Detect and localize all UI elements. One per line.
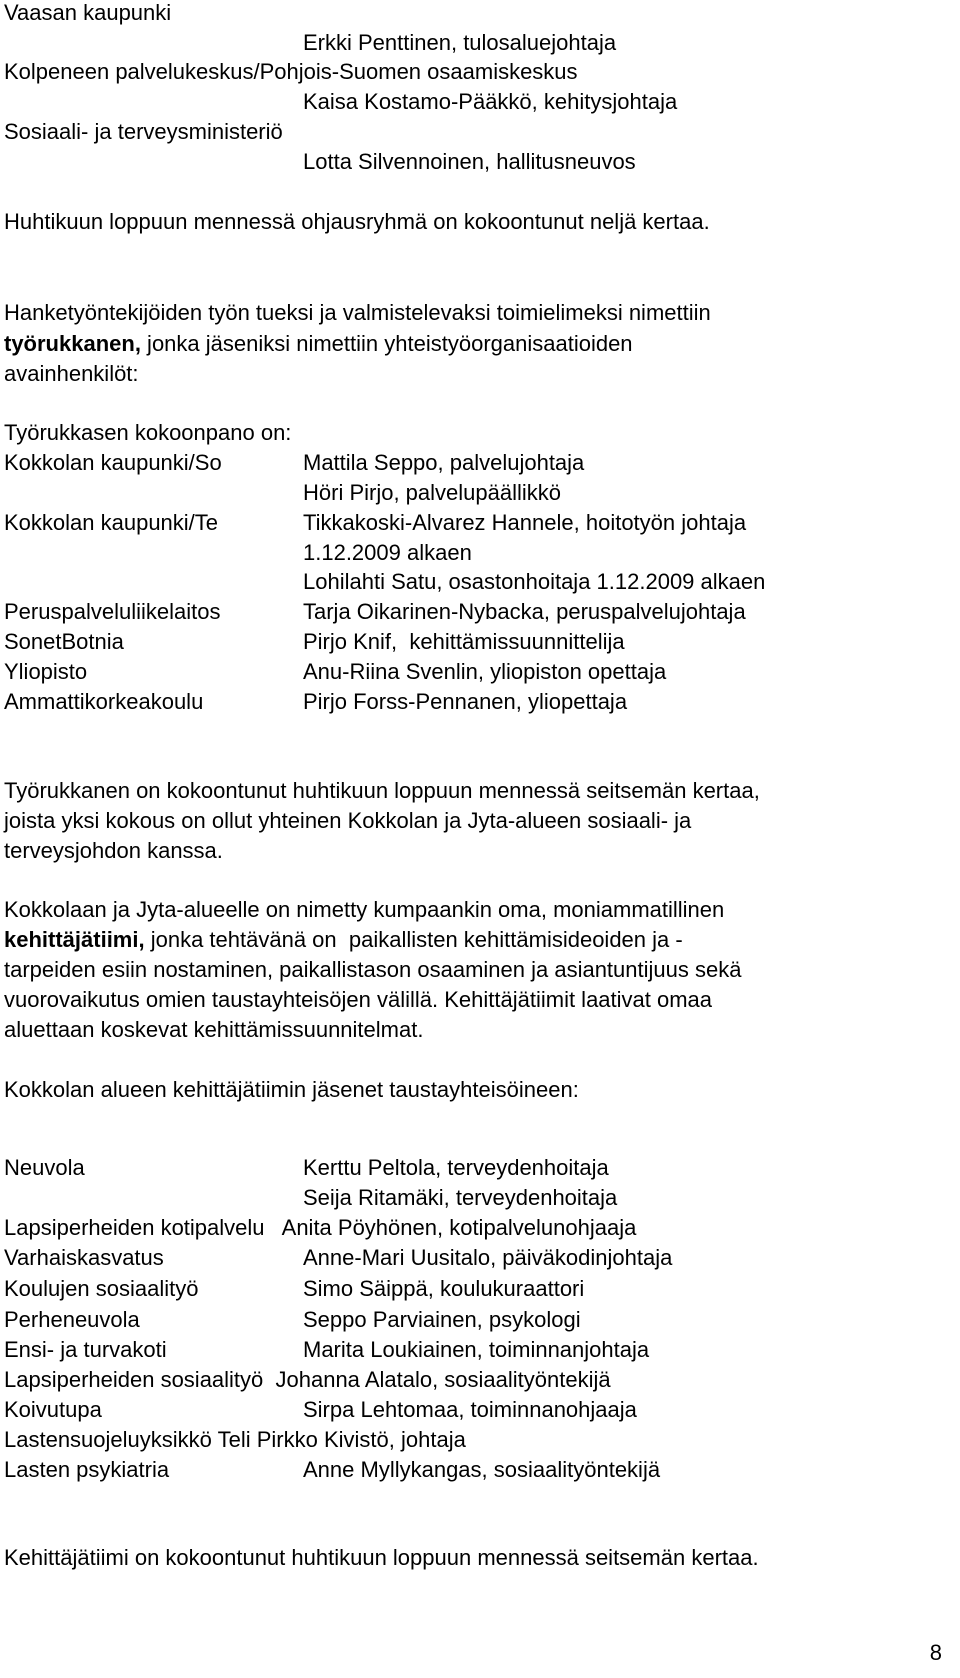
- org-name: Yliopisto: [4, 659, 88, 684]
- header-line: Vaasan kaupunki: [4, 0, 172, 25]
- workgroup-heading: Työrukkasen kokoonpano on:: [4, 420, 292, 445]
- paragraph-team-met: Kehittäjätiimi on kokoontunut huhtikuun loppuun mennessä seitsemän kertaa.: [4, 1545, 759, 1570]
- member-name: Tarja Oikarinen-Nybacka, peruspalvelujohtaja: [303, 599, 746, 624]
- org-name: Koulujen sosiaalityö: [4, 1276, 199, 1301]
- member-name: Mattila Seppo, palvelujohtaja: [303, 450, 585, 475]
- bold-term: työrukkanen,: [4, 331, 141, 356]
- member-name: Marita Loukiainen, toiminnanjohtaja: [303, 1337, 650, 1362]
- org-name: Kokkolan kaupunki/Te: [4, 510, 219, 535]
- paragraph-line: tarpeiden esiin nostaminen, paikallistason osaaminen ja asiantuntijuus sekä: [4, 957, 742, 982]
- paragraph-line: joista yksi kokous on ollut yhteinen Kokkolan ja Jyta-alueen sosiaali- ja: [4, 808, 692, 833]
- paragraph-line: Kokkolaan ja Jyta-alueelle on nimetty kumpaankin oma, moniammatillinen: [4, 897, 725, 922]
- member-name: Seija Ritamäki, terveydenhoitaja: [303, 1185, 618, 1210]
- org-name: Neuvola: [4, 1155, 85, 1180]
- team-heading: Kokkolan alueen kehittäjätiimin jäsenet taustayhteisöineen:: [4, 1077, 579, 1102]
- paragraph-steering: Huhtikuun loppuun mennessä ohjausryhmä on kokoontunut neljä kertaa.: [4, 209, 710, 234]
- org-name: Peruspalveluliikelaitos: [4, 599, 221, 624]
- member-name: Kerttu Peltola, terveydenhoitaja: [303, 1155, 609, 1180]
- paragraph-line: [4, 927, 683, 953]
- header-line: Kolpeneen palvelukeskus/Pohjois-Suomen osaamiskeskus: [4, 59, 578, 84]
- paragraph-text: jonka tehtävänä on paikallisten kehittämisideoiden ja -: [144, 927, 683, 952]
- member-name: Seppo Parviainen, psykologi: [303, 1307, 581, 1332]
- member-name: Pirjo Knif, kehittämissuunnittelija: [303, 629, 625, 654]
- org-name: SonetBotnia: [4, 629, 124, 654]
- header-line: Lotta Silvennoinen, hallitusneuvos: [303, 149, 636, 174]
- member-name: Anu-Riina Svenlin, yliopiston opettaja: [303, 659, 667, 684]
- team-row-inline: Lapsiperheiden kotipalvelu Anita Pöyhönen, kotipalvelunohjaaja: [4, 1215, 637, 1240]
- member-name: Anne-Mari Uusitalo, päiväkodinjohtaja: [303, 1245, 673, 1270]
- header-line: Kaisa Kostamo-Pääkkö, kehitysjohtaja: [303, 89, 678, 114]
- team-row-inline: Lastensuojeluyksikkö Teli Pirkko Kivistö, johtaja: [4, 1427, 466, 1452]
- org-name: Perheneuvola: [4, 1307, 140, 1332]
- paragraph-line: [4, 331, 633, 357]
- paragraph-text: jonka jäseniksi nimettiin yhteistyöorganisaatioiden: [140, 331, 633, 356]
- paragraph-line: terveysjohdon kanssa.: [4, 838, 223, 863]
- page-number: 8: [929, 1640, 942, 1665]
- org-name: Ensi- ja turvakoti: [4, 1337, 167, 1362]
- member-name: Höri Pirjo, palvelupäällikkö: [303, 480, 562, 505]
- paragraph-line: Hanketyöntekijöiden työn tueksi ja valmistelevaksi toimielimeksi nimettiin: [4, 300, 711, 325]
- paragraph-line: aluettaan koskevat kehittämissuunnitelmat.: [4, 1017, 424, 1042]
- bold-term: kehittäjätiimi,: [4, 927, 145, 952]
- member-name: Sirpa Lehtomaa, toiminnanohjaaja: [303, 1397, 637, 1422]
- header-line: Sosiaali- ja terveysministeriö: [4, 119, 283, 144]
- org-name: Kokkolan kaupunki/So: [4, 450, 222, 475]
- team-row-inline: Lapsiperheiden sosiaalityö Johanna Alatalo, sosiaalityöntekijä: [4, 1367, 611, 1392]
- member-name: Simo Säippä, koulukuraattori: [303, 1276, 585, 1301]
- member-name: Anne Myllykangas, sosiaalityöntekijä: [303, 1457, 661, 1482]
- member-name: Lohilahti Satu, osastonhoitaja 1.12.2009 alkaen: [303, 569, 766, 594]
- org-name: Lasten psykiatria: [4, 1457, 170, 1482]
- org-name: Koivutupa: [4, 1397, 102, 1422]
- member-name: Pirjo Forss-Pennanen, yliopettaja: [303, 689, 628, 714]
- member-name: 1.12.2009 alkaen: [303, 540, 472, 565]
- paragraph-line: avainhenkilöt:: [4, 361, 139, 386]
- org-name: Varhaiskasvatus: [4, 1245, 164, 1270]
- header-line: Erkki Penttinen, tulosaluejohtaja: [303, 30, 617, 55]
- org-name: Ammattikorkeakoulu: [4, 689, 204, 714]
- paragraph-line: Työrukkanen on kokoontunut huhtikuun loppuun mennessä seitsemän kertaa,: [4, 778, 760, 803]
- paragraph-line: vuorovaikutus omien taustayhteisöjen välillä. Kehittäjätiimit laativat omaa: [4, 987, 713, 1012]
- member-name: Tikkakoski-Alvarez Hannele, hoitotyön johtaja: [303, 510, 747, 535]
